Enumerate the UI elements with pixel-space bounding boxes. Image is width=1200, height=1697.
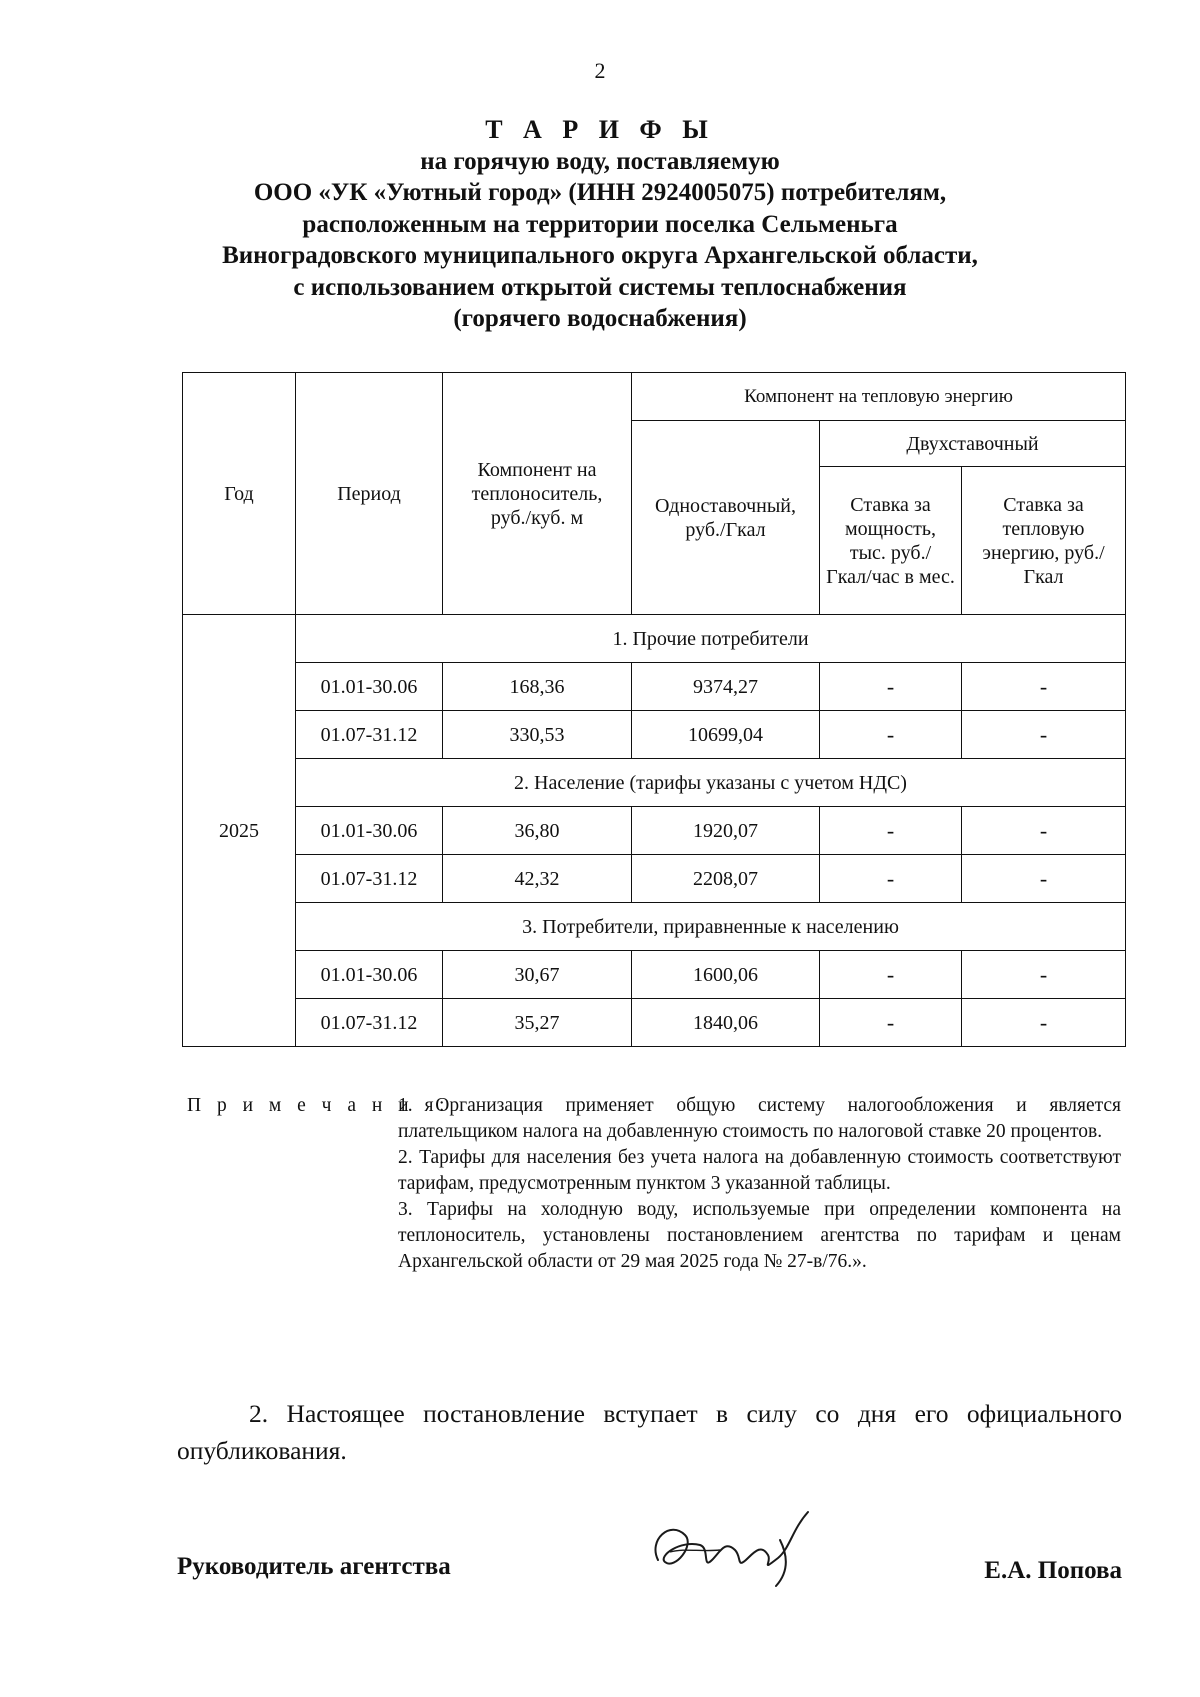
header-two-rate: Двухставочный <box>820 421 1126 467</box>
capacity-rate-cell: - <box>820 999 962 1047</box>
coolant-cell: 36,80 <box>443 807 632 855</box>
title-line: (горячего водоснабжения) <box>453 305 747 332</box>
single-rate-cell: 10699,04 <box>632 711 820 759</box>
notes-label: П р и м е ч а н и я: <box>187 1095 450 1116</box>
note-item: 3. Тарифы на холодную воду, используемые при определении компонента на теплоноситель, установлены постановлением агентства по тарифам и ценам Архангельской области от 29 мая 2025 года № 27-в/76.». <box>398 1199 1121 1272</box>
period-cell: 01.01-30.06 <box>296 807 443 855</box>
table-row <box>183 951 1126 999</box>
header-energy-rate: Ставка за тепловую энергию, руб./Гкал <box>962 467 1126 615</box>
period-cell: 01.01-30.06 <box>296 663 443 711</box>
header-heat-component: Компонент на тепловую энергию <box>632 373 1126 421</box>
signatory-name: Е.А. Попова <box>984 1557 1122 1584</box>
table-row <box>183 663 1126 711</box>
title-line: на горячую воду, поставляемую <box>420 147 780 175</box>
header-single-rate: Одноставочный, руб./Гкал <box>632 421 820 615</box>
capacity-rate-cell: - <box>820 663 962 711</box>
energy-rate-cell: - <box>962 999 1126 1047</box>
single-rate-cell: 1840,06 <box>632 999 820 1047</box>
title-line: расположенным на территории поселка Сельменьга <box>302 210 898 238</box>
table-row <box>183 807 1126 855</box>
effective-clause <box>177 1395 1122 1469</box>
coolant-cell: 42,32 <box>443 855 632 903</box>
energy-rate-cell: - <box>962 951 1126 999</box>
single-rate-cell: 1600,06 <box>632 951 820 999</box>
table-row <box>183 711 1126 759</box>
capacity-rate-cell: - <box>820 807 962 855</box>
title-line: с использованием открытой системы теплоснабжения <box>293 273 907 301</box>
table-row <box>183 855 1126 903</box>
handwritten-signature <box>640 1500 830 1590</box>
coolant-cell: 330,53 <box>443 711 632 759</box>
coolant-cell: 30,67 <box>443 951 632 999</box>
table-row <box>183 999 1126 1047</box>
coolant-cell: 168,36 <box>443 663 632 711</box>
capacity-rate-cell: - <box>820 951 962 999</box>
clause-text: 2. Настоящее постановление вступает в силу со дня его официального опубликования. <box>177 1399 1122 1465</box>
period-cell: 01.07-31.12 <box>296 999 443 1047</box>
header-year: Год <box>183 373 296 615</box>
single-rate-cell: 1920,07 <box>632 807 820 855</box>
note-item: 2. Тарифы для населения без учета налога на добавленную стоимость соответствуют тарифам, предусмотренным пунктом 3 указанной таблицы. <box>398 1147 1121 1194</box>
header-period: Период <box>296 373 443 615</box>
capacity-rate-cell: - <box>820 711 962 759</box>
section-title: 3. Потребители, приравненные к населению <box>296 903 1126 951</box>
period-cell: 01.07-31.12 <box>296 855 443 903</box>
energy-rate-cell: - <box>962 855 1126 903</box>
note-item: 1. Организация применяет общую систему налогообложения и является плательщиком налога на добавленную стоимость по налоговой ставке 20 процентов. <box>398 1095 1121 1142</box>
section-title: 1. Прочие потребители <box>296 615 1126 663</box>
title-line: ООО «УК «Уютный город» (ИНН 2924005075) потребителям, <box>253 179 947 206</box>
energy-rate-cell: - <box>962 807 1126 855</box>
capacity-rate-cell: - <box>820 855 962 903</box>
title-main: Т А Р И Ф Ы <box>485 115 715 144</box>
single-rate-cell: 9374,27 <box>632 663 820 711</box>
document-title <box>150 114 1050 335</box>
single-rate-cell: 2208,07 <box>632 855 820 903</box>
period-cell: 01.07-31.12 <box>296 711 443 759</box>
signatory-title: Руководитель агентства <box>177 1553 451 1580</box>
page-number: 2 <box>594 58 606 83</box>
tariffs-table <box>182 372 1126 1047</box>
year-cell: 2025 <box>183 615 296 1047</box>
energy-rate-cell: - <box>962 711 1126 759</box>
header-coolant: Компонент на теплоноситель, руб./куб. м <box>443 373 632 615</box>
section-title: 2. Население (тарифы указаны с учетом НДС) <box>296 759 1126 807</box>
period-cell: 01.01-30.06 <box>296 951 443 999</box>
header-capacity-rate: Ставка за мощность, тыс. руб./ Гкал/час в мес. <box>820 467 962 615</box>
title-line: Виноградовского муниципального округа Архангельской области, <box>222 242 978 269</box>
energy-rate-cell: - <box>962 663 1126 711</box>
notes-list <box>398 1093 1121 1275</box>
coolant-cell: 35,27 <box>443 999 632 1047</box>
